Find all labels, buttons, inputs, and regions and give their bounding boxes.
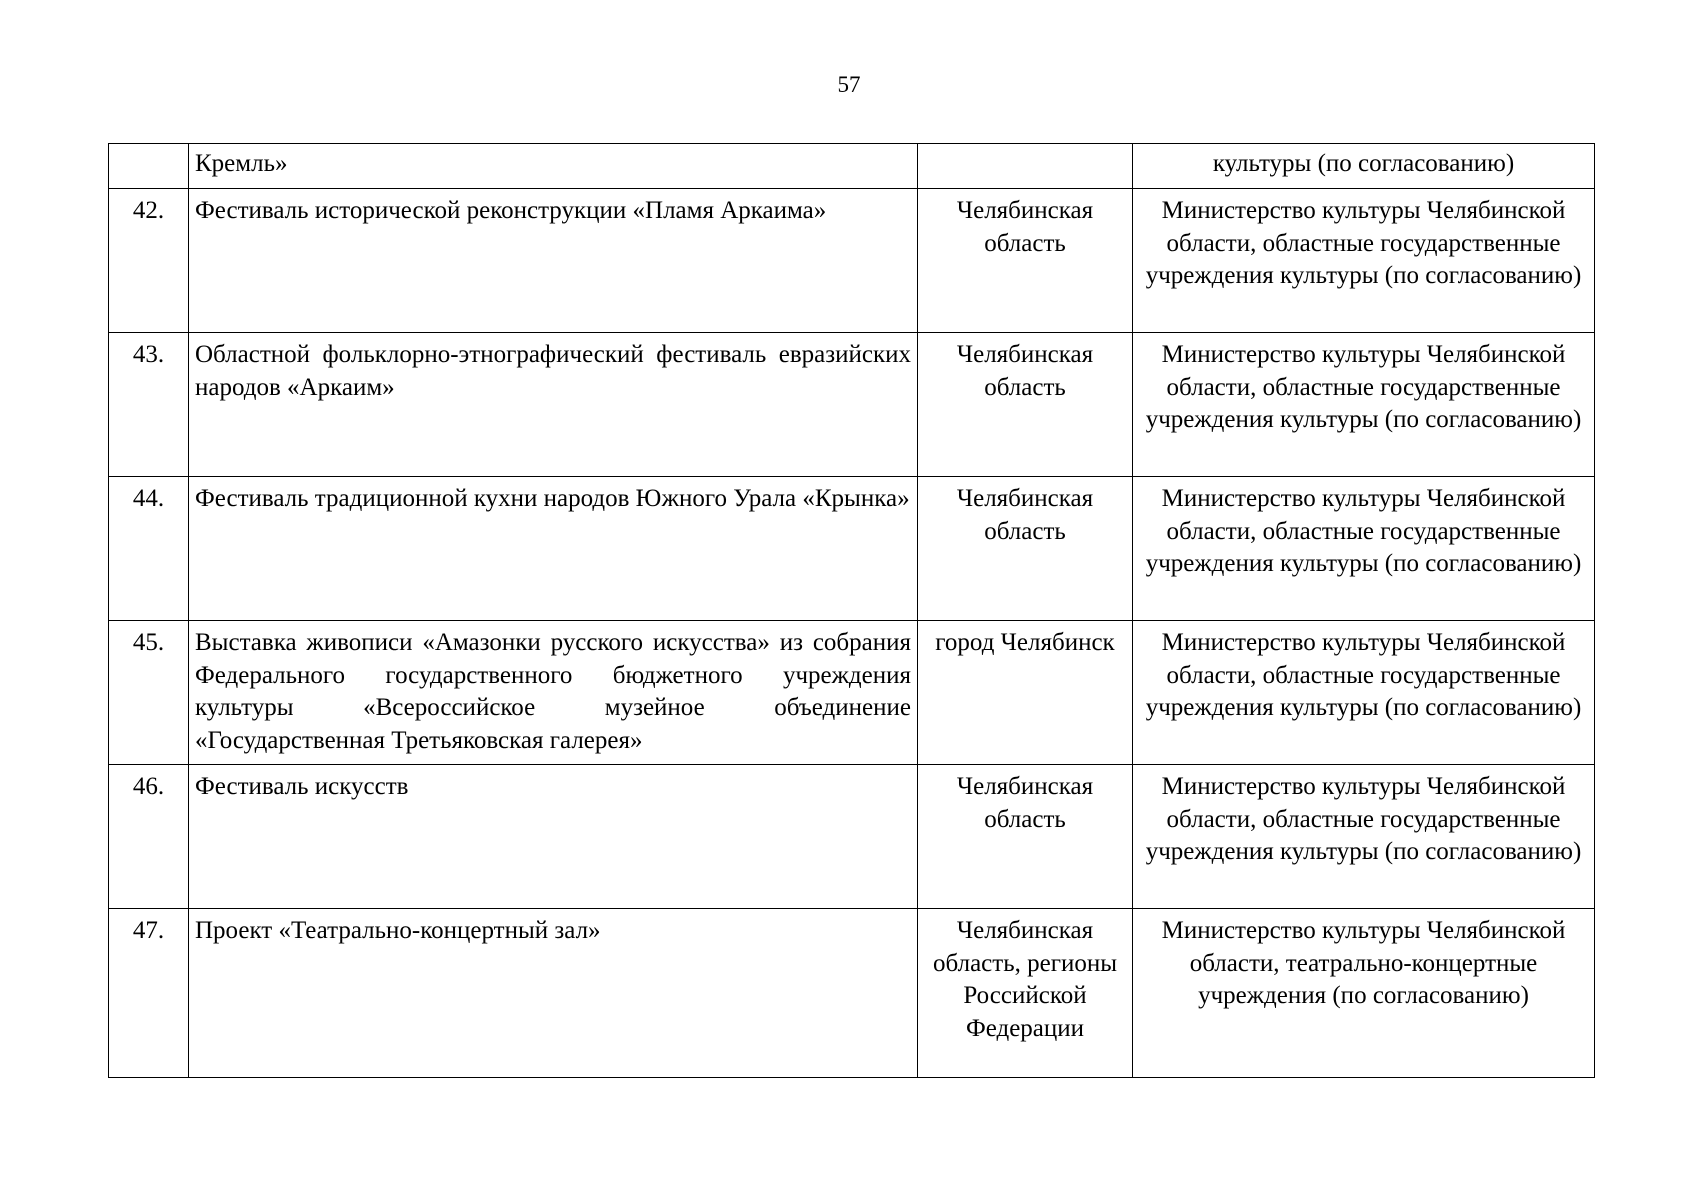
event-name: Фестиваль искусств	[189, 765, 918, 909]
event-organizer: культуры (по согласованию)	[1133, 144, 1595, 189]
table-row	[109, 765, 1595, 909]
event-name: Выставка живописи «Амазонки русского искусства» из собрания Федерального государственного бюджетного учреждения культуры «Всероссийское музейное объединение «Государственная Третьяковская галерея»	[189, 621, 918, 765]
row-number	[109, 144, 189, 189]
event-organizer: Министерство культуры Челябинской области, областные государственные учреждения культуры (по согласованию)	[1133, 189, 1595, 333]
table-row	[109, 909, 1595, 1078]
event-organizer: Министерство культуры Челябинской области, областные государственные учреждения культуры (по согласованию)	[1133, 477, 1595, 621]
event-name: Кремль»	[189, 144, 918, 189]
table-row	[109, 333, 1595, 477]
event-name: Проект «Театрально-концертный зал»	[189, 909, 918, 1078]
event-organizer: Министерство культуры Челябинской области, областные государственные учреждения культуры (по согласованию)	[1133, 765, 1595, 909]
table-row	[109, 477, 1595, 621]
event-place: Челябинская область	[918, 477, 1133, 621]
event-organizer: Министерство культуры Челябинской области, областные государственные учреждения культуры (по согласованию)	[1133, 333, 1595, 477]
event-place: город Челябинск	[918, 621, 1133, 765]
page-number: 57	[837, 72, 861, 97]
row-number: 46.	[109, 765, 189, 909]
event-place: Челябинская область	[918, 333, 1133, 477]
event-name: Фестиваль традиционной кухни народов Южного Урала «Крынка»	[189, 477, 918, 621]
row-number: 47.	[109, 909, 189, 1078]
row-number: 42.	[109, 189, 189, 333]
event-place	[918, 144, 1133, 189]
table-row	[109, 189, 1595, 333]
table-row	[109, 621, 1595, 765]
events-table	[108, 143, 1595, 1078]
row-number: 45.	[109, 621, 189, 765]
event-name: Областной фольклорно-этнографический фестиваль евразийских народов «Аркаим»	[189, 333, 918, 477]
row-number: 44.	[109, 477, 189, 621]
table-row	[109, 144, 1595, 189]
event-place: Челябинская область, регионы Российской Федерации	[918, 909, 1133, 1078]
event-organizer: Министерство культуры Челябинской области, театрально-концертные учреждения (по согласованию)	[1133, 909, 1595, 1078]
row-number: 43.	[109, 333, 189, 477]
event-place: Челябинская область	[918, 189, 1133, 333]
event-place: Челябинская область	[918, 765, 1133, 909]
event-organizer: Министерство культуры Челябинской области, областные государственные учреждения культуры (по согласованию)	[1133, 621, 1595, 765]
event-name: Фестиваль исторической реконструкции «Пламя Аркаима»	[189, 189, 918, 333]
